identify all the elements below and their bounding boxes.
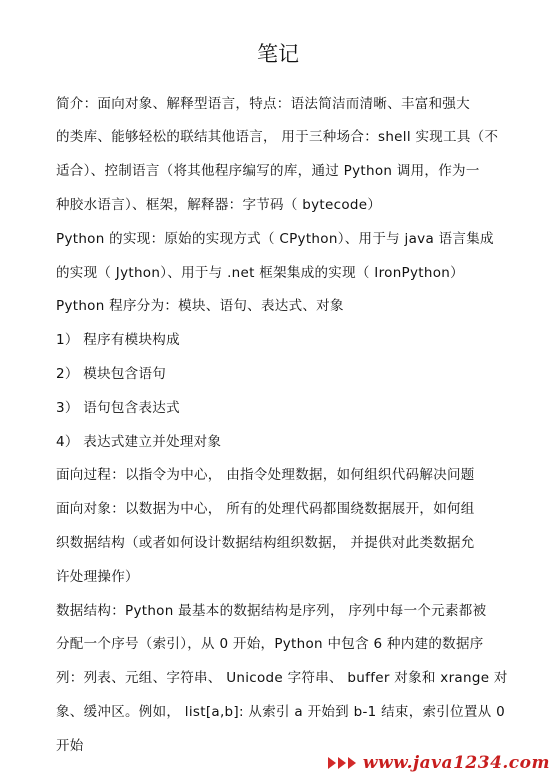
text-line: 数据结构：Python 最基本的数据结构是序列， 序列中每一个元素都被 xyxy=(56,603,487,619)
text-line: 面向过程：以指令为中心， 由指令处理数据，如何组织代码解决问题 xyxy=(56,467,475,483)
arrows-icon xyxy=(328,757,358,769)
text-line: 象、缓冲区。例如， list[a,b]: 从索引 a 开始到 b-1 结束，索引位置从 0 xyxy=(56,704,505,720)
watermark xyxy=(328,753,550,773)
text-line: 列：列表、元组、字符串、 Unicode 字符串、 buffer 对象和 xrange 对 xyxy=(56,670,508,686)
text-line: 适合）、控制语言（将其他程序编写的库，通过 Python 调用，作为一 xyxy=(56,163,480,179)
text-line: 开始 xyxy=(56,738,84,754)
watermark-text: www.java1234.com xyxy=(362,753,550,773)
list-item: 3） 语句包含表达式 xyxy=(56,400,180,416)
page-title: 笔记 xyxy=(257,42,299,66)
text-line: 种胶水语言）、框架，解释器：字节码（ bytecode） xyxy=(56,197,382,213)
text-line: 的类库、能够轻松的联结其他语言， 用于三种场合：shell 实现工具（不 xyxy=(56,129,499,145)
text-line: 的实现（ Jython）、用于与 .net 框架集成的实现（ IronPython） xyxy=(56,265,464,281)
text-line: 许处理操作） xyxy=(56,569,139,585)
text-line: 分配一个序号（索引），从 0 开始，Python 中包含 6 种内建的数据序 xyxy=(56,636,484,652)
text-line: 面向对象：以数据为中心， 所有的处理代码都围绕数据展开，如何组 xyxy=(56,501,475,517)
text-line: 织数据结构（或者如何设计数据结构组织数据， 并提供对此类数据允 xyxy=(56,535,475,551)
text-line: Python 程序分为：模块、语句、表达式、对象 xyxy=(56,298,344,314)
list-item: 4） 表达式建立并处理对象 xyxy=(56,434,222,450)
text-line: Python 的实现：原始的实现方式（ CPython）、用于与 java 语言集成 xyxy=(56,231,494,247)
list-item: 1） 程序有模块构成 xyxy=(56,332,180,348)
text-line: 简介：面向对象、解释型语言，特点：语法简洁而清晰、丰富和强大 xyxy=(56,96,470,112)
list-item: 2） 模块包含语句 xyxy=(56,366,167,382)
